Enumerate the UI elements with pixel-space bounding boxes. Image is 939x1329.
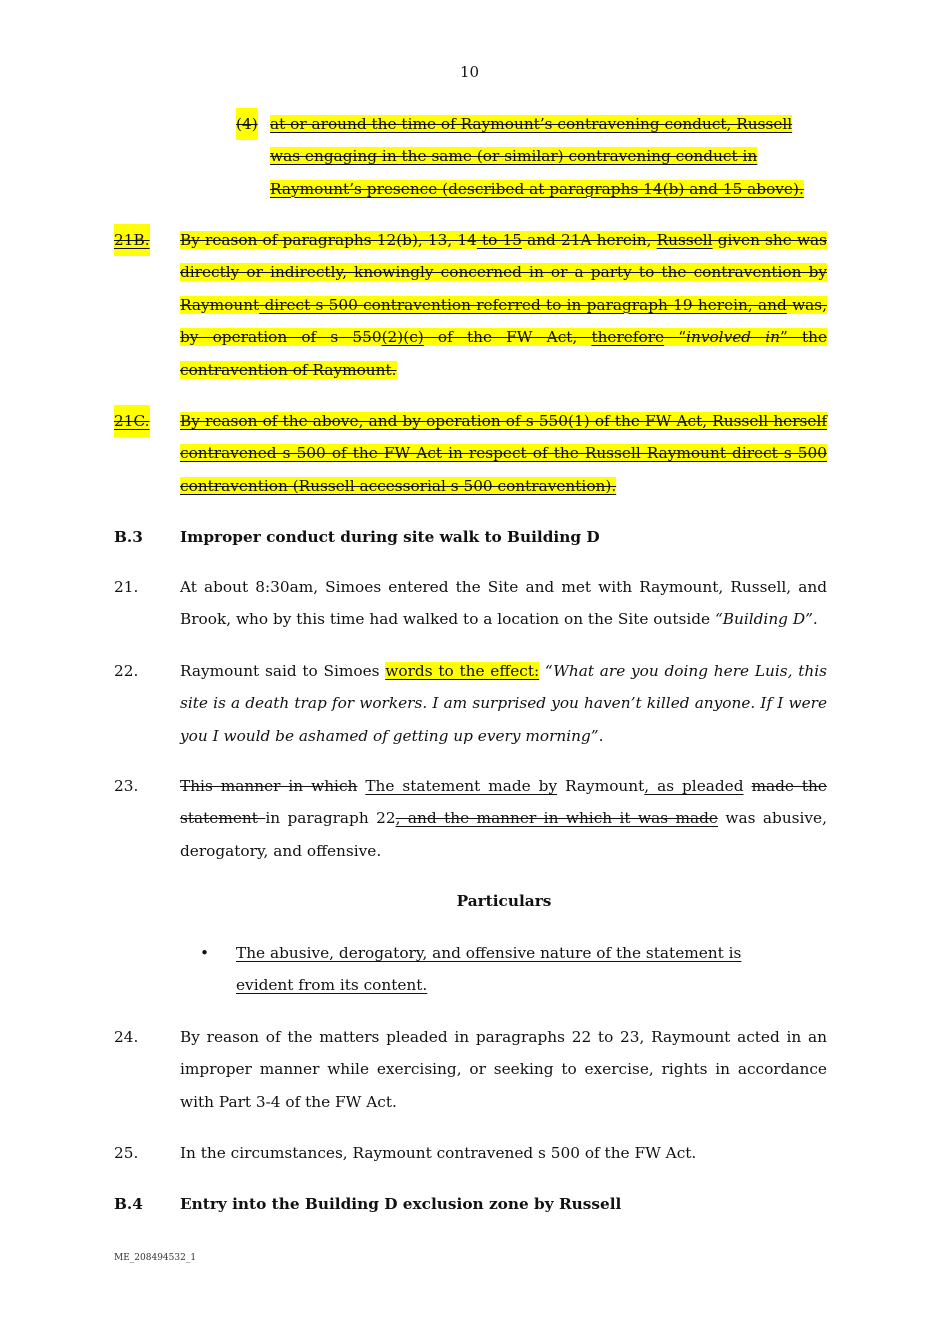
paragraph-text: By reason of the matters pleaded in paragraphs 22 to 23, Raymount acted in an improper manner while exercising, or seeking to exercise, rights in accordance with Part 3-4 of the FW Act. (180, 1028, 827, 1111)
p21b-text-15: ” the contravention of Raymount. (180, 328, 827, 379)
p21-text-2: “Building D” (714, 610, 813, 629)
paragraph-25 (114, 1137, 827, 1169)
paragraph-23 (114, 770, 827, 867)
p23-text-10: was abusive, derogatory, and offensive. (180, 809, 827, 860)
p22-text-1: Raymount said to Simoes (180, 662, 386, 680)
p21b-text-1: By reason of paragraphs 12(b), 13, 14 (180, 231, 477, 249)
paragraph-number: 21. (114, 578, 139, 596)
subparagraph-text: at or around the time of Raymount’s contravening conduct, Russell was engaging in the same (or similar) contravening conduct in Raymount’s presence (described at paragraphs 14(b) and 15 above). (270, 115, 804, 198)
p21b-text-2: to 15 (476, 231, 522, 249)
section-heading-b4 (114, 1195, 621, 1213)
paragraph-number: 22. (114, 662, 139, 680)
p21b-text-4: Russell (656, 231, 713, 249)
p21b-text-5: given she was directly or indirectly, knowingly concerned in or a party to the contravention by Raymount (180, 231, 828, 314)
p23-text-4: Raymount (557, 777, 645, 795)
paragraph-number: 23. (114, 777, 139, 795)
p23-text-5: , as pleaded (644, 777, 744, 795)
section-number: B.4 (114, 1195, 143, 1213)
paragraph-number: 24. (114, 1028, 139, 1046)
section-title: Entry into the Building D exclusion zone by Russell (180, 1195, 622, 1213)
section-title: Improper conduct during site walk to Building D (180, 528, 600, 546)
p21b-text-9: was, by operation of s 550 (180, 295, 827, 347)
p21b-text-8: and (758, 295, 787, 314)
p23-text-3: The statement made by (365, 777, 558, 795)
particulars-bullet (200, 937, 800, 1002)
p21-text-1: At about 8:30am, Simoes entered the Site and met with Raymount, Russell, and Brook, who by this time had walked to a location on the Site outside (180, 578, 827, 629)
document-reference: ME_208494532_1 (114, 1253, 197, 1263)
subparagraph-number: (4) (236, 108, 258, 140)
paragraph-number: 21C. (114, 405, 150, 437)
section-number: B.3 (114, 528, 143, 546)
p21b-text-13: “ (664, 328, 687, 347)
p22-text-5: . (598, 726, 604, 745)
particulars-heading: Particulars (456, 892, 552, 910)
p23-text-9: , and the manner in which it was made (395, 809, 718, 828)
p21-text-3: . (812, 610, 818, 629)
bullet-text: The abusive, derogatory, and offensive nature of the statement is evident from its content. (236, 944, 742, 995)
p21b-text-6: direct s 500 contravention referred to in paragraph 19 herein (259, 295, 748, 314)
subparagraph-4 (236, 108, 827, 205)
paragraph-24 (114, 1021, 827, 1118)
p21b-text-3: and 21A herein, (521, 231, 657, 249)
bullet-icon: • (200, 944, 210, 962)
p21b-text-11: of the FW Act, (423, 328, 592, 347)
paragraph-text: By reason of the above, and by operation of s 550(1) of the FW Act, Russell herself contravened s 500 of the FW Act in respect of the Russell Raymount direct s 500 contravention (Russell accessorial s 500 contravention). (180, 412, 827, 495)
paragraph-21 (114, 571, 827, 636)
paragraph-number: 25. (114, 1144, 139, 1162)
p22-text-2: words to the effect: (385, 662, 540, 680)
page-number: 10 (459, 63, 480, 81)
paragraph-21b (114, 224, 827, 386)
paragraph-text: In the circumstances, Raymount contravened s 500 of the FW Act. (180, 1144, 697, 1162)
paragraph-21c (114, 405, 827, 502)
p22-quote: “What are you doing here Luis, this site is a death trap for workers. I am surprised you haven’t killed anyone. If I were you I would be ashamed of getting up every morning” (180, 662, 827, 745)
p23-text-8: in paragraph 22 (265, 809, 396, 828)
paragraph-22 (114, 655, 827, 752)
p21b-text-7: , (747, 295, 759, 314)
p21b-text-10: (2)(c) (381, 328, 424, 347)
p21b-text-12: therefore (591, 328, 665, 347)
p21b-text-14: involved in (686, 328, 780, 347)
section-heading-b3 (114, 528, 600, 546)
p23-text-7: made the statement (180, 777, 827, 828)
paragraph-number: 21B. (114, 224, 150, 256)
p23-text-1: This manner in which (180, 777, 358, 795)
